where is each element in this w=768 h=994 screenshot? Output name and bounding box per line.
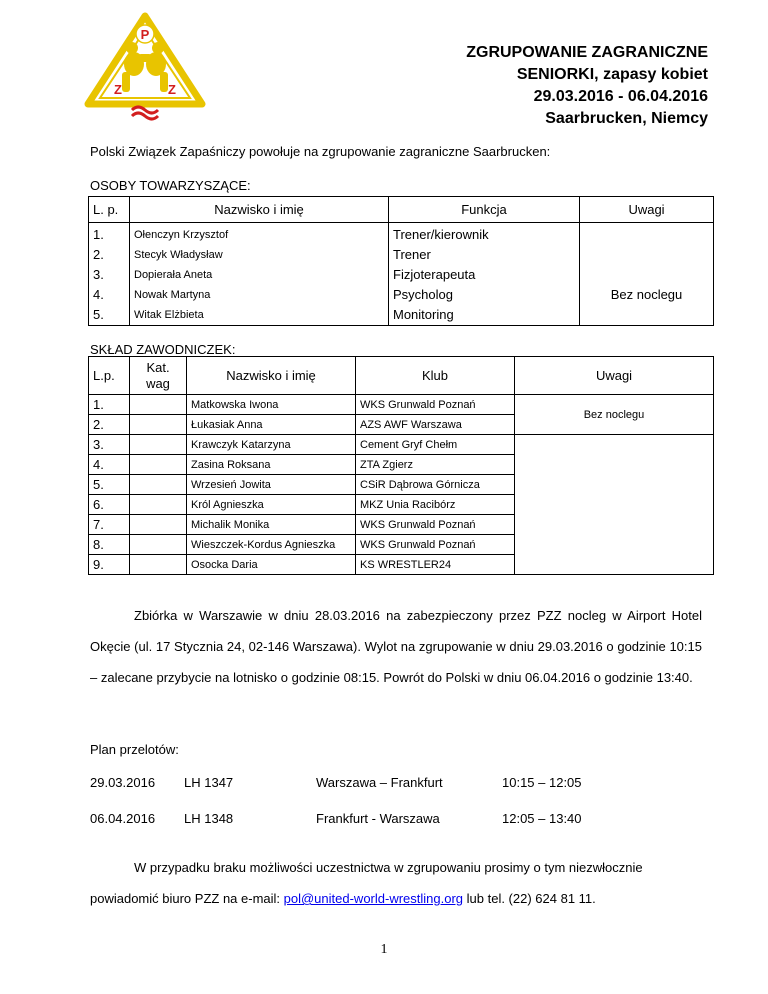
players-header-name: Nazwisko i imię: [187, 357, 356, 395]
player-notes: Bez noclegu: [515, 395, 714, 435]
flight-plan: [90, 742, 582, 831]
intro-text: Polski Związek Zapaśniczy powołuje na zgrupowanie zagraniczne Saarbrucken:: [90, 144, 551, 159]
staff-note: [584, 245, 709, 265]
player-lp: 9.: [89, 555, 130, 575]
logo-letter-z2: Z: [168, 82, 176, 97]
staff-function: Psycholog: [393, 287, 453, 302]
players-header-lp: L.p.: [89, 357, 130, 395]
staff-section-title: OSOBY TOWARZYSZĄCE:: [90, 178, 251, 193]
staff-function: Trener: [393, 247, 431, 262]
player-club: Cement Gryf Chełm: [356, 435, 515, 455]
player-club: AZS AWF Warszawa: [356, 415, 515, 435]
table-row: [89, 435, 714, 455]
player-lp: 6.: [89, 495, 130, 515]
player-name: Zasina Roksana: [187, 455, 356, 475]
player-weight: [130, 535, 187, 555]
staff-lp: 1.: [93, 227, 104, 242]
flight-number: LH 1348: [184, 811, 234, 826]
staff-name: Nowak Martyna: [134, 289, 211, 301]
staff-lp: 5.: [93, 307, 104, 322]
player-lp: 3.: [89, 435, 130, 455]
player-weight: [130, 515, 187, 535]
staff-lp-column: [89, 223, 130, 326]
staff-name: Dopierała Aneta: [134, 269, 213, 281]
staff-note: [584, 265, 709, 285]
email-link[interactable]: pol@united-world-wrestling.org: [283, 891, 464, 906]
player-name: Król Agnieszka: [187, 495, 356, 515]
staff-name: Stecyk Władysław: [134, 249, 223, 261]
player-weight: [130, 435, 187, 455]
flight-date: 06.04.2016: [90, 811, 156, 826]
flight-number: LH 1347: [184, 775, 234, 790]
staff-lp: 3.: [93, 267, 104, 282]
player-club: CSiR Dąbrowa Górnicza: [356, 475, 515, 495]
flight-route: Warszawa – Frankfurt: [316, 775, 443, 790]
player-club: ZTA Zgierz: [356, 455, 515, 475]
player-weight: [130, 455, 187, 475]
staff-note: Bez noclegu: [610, 287, 683, 302]
staff-name-column: [130, 223, 389, 326]
player-club: MKZ Unia Racibórz: [356, 495, 515, 515]
staff-function: Monitoring: [393, 307, 454, 322]
staff-function: Trener/kierownik: [393, 227, 489, 242]
player-name: Matkowska Iwona: [187, 395, 356, 415]
flight-route: Frankfurt - Warszawa: [316, 811, 440, 826]
player-lp: 5.: [89, 475, 130, 495]
players-section-title: SKŁAD ZAWODNICZEK:: [90, 342, 236, 357]
header-location: Saarbrucken, Niemcy: [545, 110, 708, 127]
staff-lp: 4.: [93, 287, 104, 302]
player-name: Osocka Daria: [187, 555, 356, 575]
player-name: Wieszczek-Kordus Agnieszka: [187, 535, 356, 555]
flight-plan-title: Plan przelotów:: [90, 742, 179, 757]
player-lp: 8.: [89, 535, 130, 555]
flight-date: 29.03.2016: [90, 775, 156, 790]
staff-header-name: Nazwisko i imię: [130, 197, 389, 223]
staff-notes-column: [580, 223, 714, 326]
staff-header-notes: Uwagi: [580, 197, 714, 223]
staff-function-column: [389, 223, 580, 326]
player-weight: [130, 415, 187, 435]
players-header-weight: [130, 357, 187, 395]
players-table: [88, 356, 714, 575]
flight-row: [90, 811, 582, 831]
logo-letter-z1: Z: [114, 82, 122, 97]
flight-row: [90, 775, 582, 795]
player-name: Michalik Monika: [187, 515, 356, 535]
table-row: [89, 395, 714, 415]
document-header: [466, 42, 708, 130]
staff-name: Witak Elżbieta: [134, 309, 204, 321]
flight-time: 12:05 – 13:40: [502, 811, 582, 826]
players-header-weight-line1: Kat.: [146, 359, 170, 375]
pzz-logo: [80, 10, 210, 122]
player-club: WKS Grunwald Poznań: [356, 395, 515, 415]
staff-note: [584, 305, 709, 325]
staff-lp: 2.: [93, 247, 104, 262]
player-weight: [130, 395, 187, 415]
player-name: Łukasiak Anna: [187, 415, 356, 435]
header-dates: 29.03.2016 - 06.04.2016: [533, 88, 708, 105]
player-weight: [130, 495, 187, 515]
player-name: Wrzesień Jowita: [187, 475, 356, 495]
contact-paragraph: [90, 852, 710, 914]
contact-text: W przypadku braku możliwości uczestnictwa w zgrupowaniu prosimy o tym niezwłocznie powiadomić biuro PZZ na e-mail:: [90, 860, 643, 906]
contact-phone-text: lub tel. (22) 624 81 11.: [463, 891, 596, 906]
staff-header-lp: L. p.: [89, 197, 130, 223]
players-header-club: Klub: [356, 357, 515, 395]
players-header-weight-line2: wag: [146, 375, 170, 391]
players-header-notes: Uwagi: [515, 357, 714, 395]
player-lp: 1.: [89, 395, 130, 415]
assembly-paragraph: [90, 600, 702, 693]
player-club: WKS Grunwald Poznań: [356, 535, 515, 555]
header-title: ZGRUPOWANIE ZAGRANICZNE: [466, 44, 708, 61]
assembly-paragraph-text: Zbiórka w Warszawie w dniu 28.03.2016 na zabezpieczony przez PZZ nocleg w Airport Hotel Okęcie (ul. 17 Stycznia 24, 02-146 Warszawa). Wylot na zgrupowanie w dniu 29.03.2016 o godzinie 10:15 – zalecane przybycie na lotnisko o godzinie 08:15. Powrót do Polski w dniu 06.04.2016 o godzinie 13:40.: [90, 608, 702, 685]
staff-function: Fizjoterapeuta: [393, 267, 476, 282]
logo-letter-p: P: [140, 27, 150, 42]
player-notes-empty: [515, 435, 714, 575]
player-club: WKS Grunwald Poznań: [356, 515, 515, 535]
staff-name: Ołenczyn Krzysztof: [134, 229, 229, 241]
player-weight: [130, 555, 187, 575]
player-lp: 4.: [89, 455, 130, 475]
staff-header-function: Funkcja: [389, 197, 580, 223]
staff-table: [88, 196, 714, 326]
flight-time: 10:15 – 12:05: [502, 775, 582, 790]
player-weight: [130, 475, 187, 495]
staff-note: [584, 225, 709, 245]
header-subtitle: SENIORKI, zapasy kobiet: [516, 66, 708, 83]
page-number: 1: [380, 942, 388, 957]
player-club: KS WRESTLER24: [356, 555, 515, 575]
player-name: Krawczyk Katarzyna: [187, 435, 356, 455]
player-lp: 2.: [89, 415, 130, 435]
player-lp: 7.: [89, 515, 130, 535]
